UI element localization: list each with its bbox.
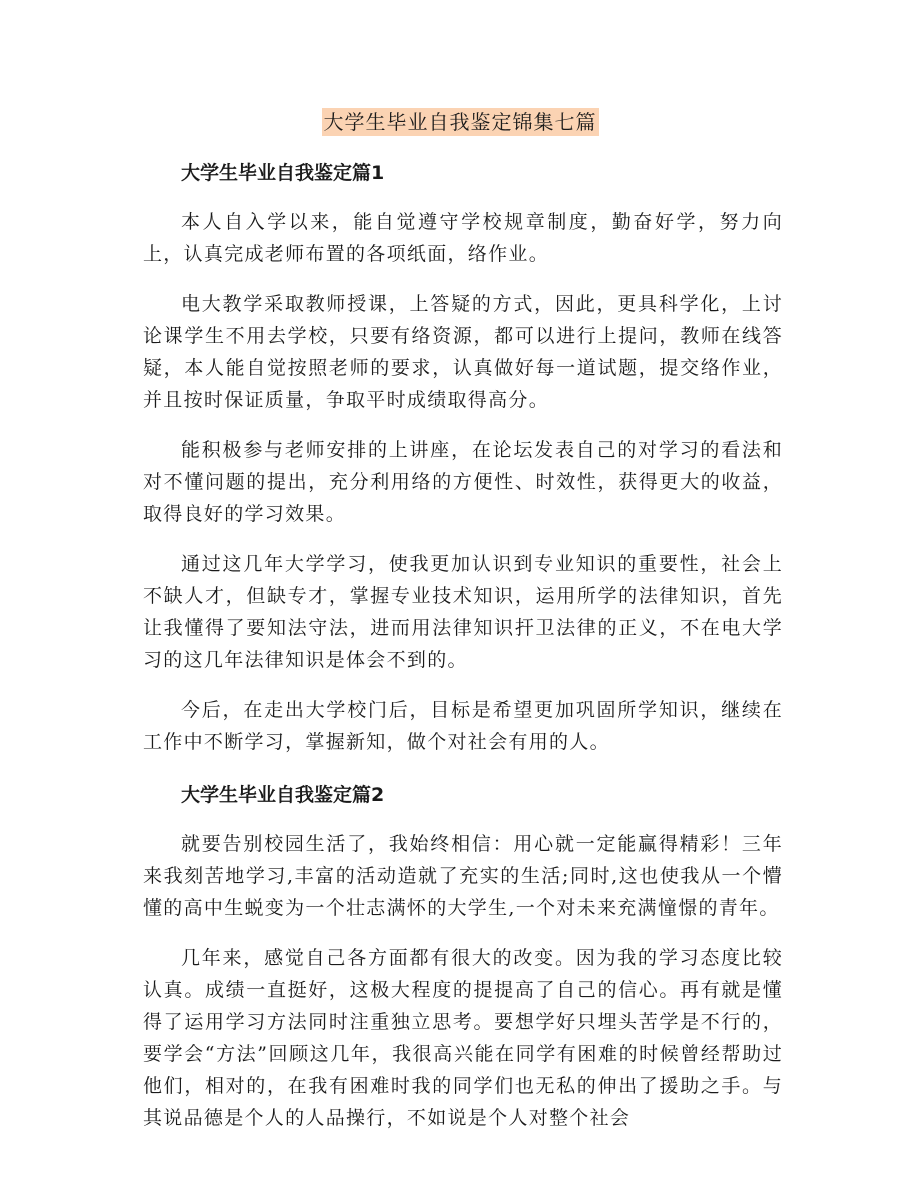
document-body — [143, 158, 783, 1152]
paragraph: 电大教学采取教师授课，上答疑的方式，因此，更具科学化，上讨论课学生不用去学校，只要有络资源，都可以进行上提问，教师在线答疑，本人能自觉按照老师的要求，认真做好每一道试题，提交络作业，并且按时保证质量，争取平时成绩取得高分。 — [143, 293, 783, 411]
paragraph: 通过这几年大学学习，使我更加认识到专业知识的重要性，社会上不缺人才，但缺专才，掌握专业技术知识，运用所学的法律知识，首先让我懂得了要知法守法，进而用法律知识扞卫法律的正义，不在电大学习的这几年法律知识是体会不到的。 — [143, 553, 783, 671]
paragraph: 能积极参与老师安排的上讲座，在论坛发表自己的对学习的看法和对不懂问题的提出，充分利用络的方便性、时效性，获得更大的收益，取得良好的学习效果。 — [143, 439, 783, 525]
paragraph: 几年来，感觉自己各方面都有很大的改变。因为我的学习态度比较认真。成绩一直挺好，这极大程度的提提高了自己的信心。再有就是懂得了运用学习方法同时注重独立思考。要想学好只埋头苦学是不行的，要学会“方法”回顾这几年，我很高兴能在同学有困难的时候曾经帮助过他们，相对的，在我有困难时我的同学们也无私的伸出了援助之手。与其说品德是个人的人品操行，不如说是个人对整个社会 — [143, 947, 783, 1129]
paragraph: 今后，在走出大学校门后，目标是希望更加巩固所学知识，继续在工作中不断学习，掌握新知，做个对社会有用的人。 — [143, 699, 783, 753]
paragraph: 本人自入学以来，能自觉遵守学校规章制度，勤奋好学，努力向上，认真完成老师布置的各项纸面，络作业。 — [143, 211, 783, 265]
section-heading-1: 大学生毕业自我鉴定篇1 — [181, 162, 385, 184]
section-heading-2: 大学生毕业自我鉴定篇2 — [181, 784, 385, 806]
document-title: 大学生毕业自我鉴定锦集七篇 — [323, 110, 597, 134]
paragraph: 就要告别校园生活了，我始终相信：用心就一定能赢得精彩！三年来我刻苦地学习,丰富的活动造就了充实的生活;同时,这也使我从一个懵懂的高中生蜕变为一个壮志满怀的大学生,一个对未来充满憧憬的青年。 — [143, 833, 783, 919]
title-container — [0, 108, 920, 136]
